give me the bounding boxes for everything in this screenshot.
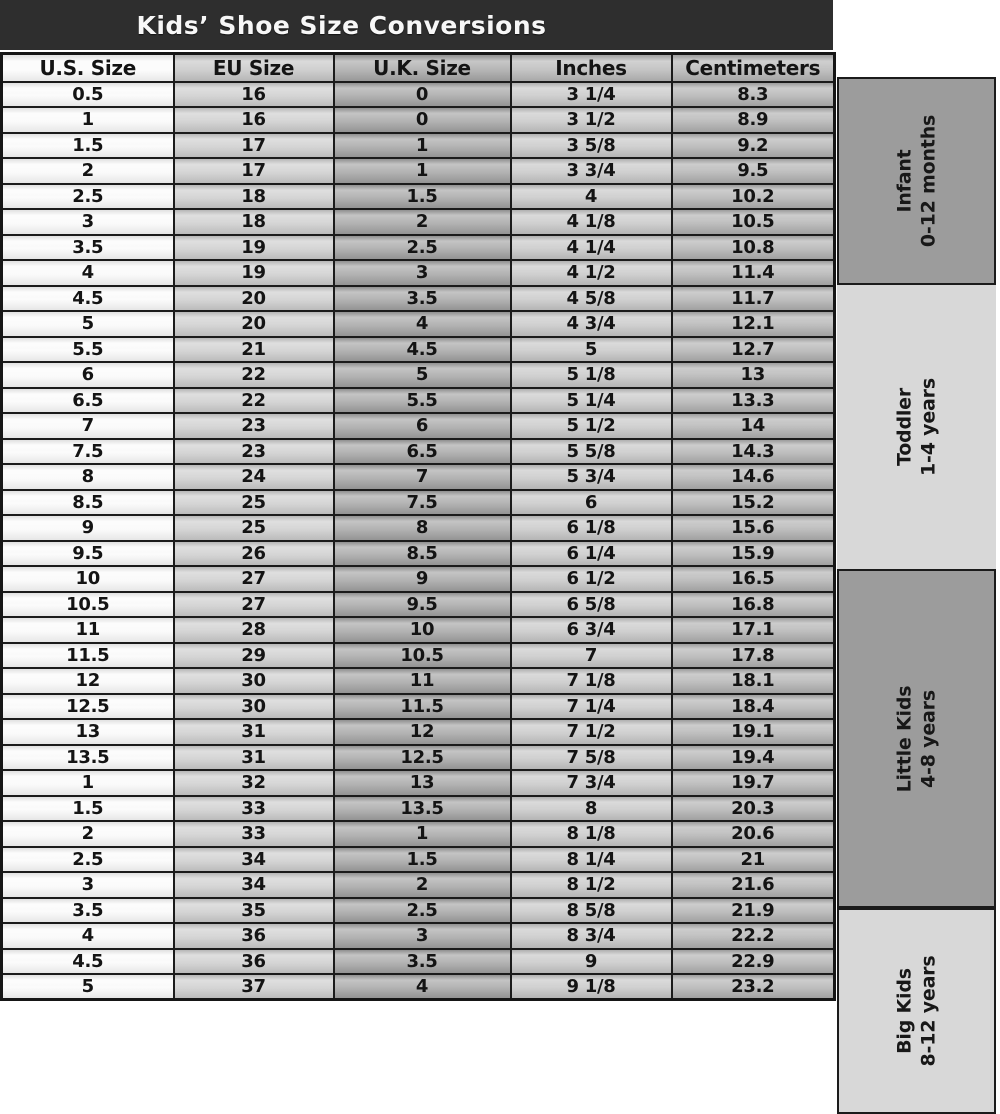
cell-centimeters: 10.5 xyxy=(672,209,835,235)
cell-uk-size: 1.5 xyxy=(334,184,511,210)
cell-eu-size: 33 xyxy=(174,821,334,847)
cell-inches: 6 xyxy=(511,490,672,516)
table-row xyxy=(2,362,835,388)
cell-inches: 6 5/8 xyxy=(511,592,672,618)
cell-us-size: 1 xyxy=(2,107,174,133)
cell-uk-size: 4 xyxy=(334,311,511,337)
table-row xyxy=(2,286,835,312)
cell-centimeters: 15.9 xyxy=(672,541,835,567)
cell-uk-size: 5.5 xyxy=(334,388,511,414)
table-row xyxy=(2,643,835,669)
cell-uk-size: 2 xyxy=(334,872,511,898)
cell-uk-size: 0 xyxy=(334,82,511,108)
cell-us-size: 2 xyxy=(2,158,174,184)
table-row xyxy=(2,388,835,414)
age-group-toddler-label xyxy=(893,378,941,476)
table-row xyxy=(2,413,835,439)
table-row xyxy=(2,235,835,261)
cell-centimeters: 22.9 xyxy=(672,949,835,975)
cell-uk-size: 7 xyxy=(334,464,511,490)
cell-centimeters: 21.6 xyxy=(672,872,835,898)
cell-centimeters: 8.9 xyxy=(672,107,835,133)
table-row xyxy=(2,107,835,133)
cell-uk-size: 5 xyxy=(334,362,511,388)
cell-inches: 4 1/2 xyxy=(511,260,672,286)
table-row xyxy=(2,821,835,847)
table-row xyxy=(2,617,835,643)
cell-us-size: 3.5 xyxy=(2,898,174,924)
cell-uk-size: 1 xyxy=(334,158,511,184)
cell-eu-size: 19 xyxy=(174,235,334,261)
table-row xyxy=(2,949,835,975)
cell-inches: 7 xyxy=(511,643,672,669)
age-group-toddler xyxy=(837,285,996,569)
cell-centimeters: 20.6 xyxy=(672,821,835,847)
cell-eu-size: 32 xyxy=(174,770,334,796)
cell-eu-size: 31 xyxy=(174,745,334,771)
cell-inches: 9 1/8 xyxy=(511,974,672,1000)
cell-inches: 9 xyxy=(511,949,672,975)
cell-us-size: 4 xyxy=(2,923,174,949)
age-group-little-kids xyxy=(837,569,996,908)
cell-inches: 7 1/2 xyxy=(511,719,672,745)
cell-us-size: 10 xyxy=(2,566,174,592)
cell-uk-size: 6 xyxy=(334,413,511,439)
cell-uk-size: 11 xyxy=(334,668,511,694)
cell-inches: 6 1/4 xyxy=(511,541,672,567)
header-row xyxy=(2,54,835,82)
cell-eu-size: 19 xyxy=(174,260,334,286)
cell-centimeters: 9.5 xyxy=(672,158,835,184)
cell-us-size: 4.5 xyxy=(2,949,174,975)
cell-centimeters: 22.2 xyxy=(672,923,835,949)
cell-us-size: 1 xyxy=(2,770,174,796)
cell-eu-size: 36 xyxy=(174,923,334,949)
cell-centimeters: 9.2 xyxy=(672,133,835,159)
cell-inches: 4 5/8 xyxy=(511,286,672,312)
age-group-name: Infant xyxy=(892,149,915,213)
cell-eu-size: 27 xyxy=(174,566,334,592)
age-group-big-kids xyxy=(837,908,996,1114)
cell-uk-size: 2.5 xyxy=(334,235,511,261)
table-body xyxy=(2,82,835,1000)
cell-uk-size: 3 xyxy=(334,923,511,949)
cell-uk-size: 13.5 xyxy=(334,796,511,822)
cell-inches: 4 1/8 xyxy=(511,209,672,235)
cell-eu-size: 20 xyxy=(174,286,334,312)
cell-centimeters: 15.6 xyxy=(672,515,835,541)
cell-us-size: 9 xyxy=(2,515,174,541)
cell-us-size: 5 xyxy=(2,974,174,1000)
cell-uk-size: 9.5 xyxy=(334,592,511,618)
cell-centimeters: 14 xyxy=(672,413,835,439)
table-row xyxy=(2,439,835,465)
cell-eu-size: 20 xyxy=(174,311,334,337)
cell-eu-size: 23 xyxy=(174,413,334,439)
column-header-uk-size: U.K. Size xyxy=(334,54,511,82)
cell-eu-size: 28 xyxy=(174,617,334,643)
cell-us-size: 4 xyxy=(2,260,174,286)
cell-eu-size: 29 xyxy=(174,643,334,669)
cell-eu-size: 21 xyxy=(174,337,334,363)
cell-uk-size: 8.5 xyxy=(334,541,511,567)
cell-centimeters: 19.7 xyxy=(672,770,835,796)
cell-uk-size: 2 xyxy=(334,209,511,235)
column-header-us-size: U.S. Size xyxy=(2,54,174,82)
cell-centimeters: 21.9 xyxy=(672,898,835,924)
cell-inches: 5 3/4 xyxy=(511,464,672,490)
table-row xyxy=(2,464,835,490)
table-row xyxy=(2,592,835,618)
cell-eu-size: 25 xyxy=(174,515,334,541)
cell-us-size: 2.5 xyxy=(2,847,174,873)
title-bar xyxy=(0,0,833,50)
age-group-big-kids-label xyxy=(893,956,941,1067)
age-group-range: 0-12 months xyxy=(916,114,939,248)
cell-us-size: 12.5 xyxy=(2,694,174,720)
column-header-eu-size: EU Size xyxy=(174,54,334,82)
cell-inches: 8 5/8 xyxy=(511,898,672,924)
cell-eu-size: 31 xyxy=(174,719,334,745)
cell-eu-size: 34 xyxy=(174,872,334,898)
cell-eu-size: 35 xyxy=(174,898,334,924)
cell-uk-size: 3.5 xyxy=(334,949,511,975)
cell-inches: 4 1/4 xyxy=(511,235,672,261)
cell-us-size: 6.5 xyxy=(2,388,174,414)
cell-uk-size: 2.5 xyxy=(334,898,511,924)
table-row xyxy=(2,209,835,235)
cell-inches: 6 1/2 xyxy=(511,566,672,592)
cell-eu-size: 27 xyxy=(174,592,334,618)
age-group-range: 8-12 years xyxy=(916,955,939,1067)
cell-uk-size: 8 xyxy=(334,515,511,541)
age-group-range: 1-4 years xyxy=(916,378,939,476)
table-row xyxy=(2,490,835,516)
cell-us-size: 3 xyxy=(2,872,174,898)
cell-us-size: 8 xyxy=(2,464,174,490)
cell-us-size: 3.5 xyxy=(2,235,174,261)
cell-inches: 7 1/4 xyxy=(511,694,672,720)
cell-inches: 5 1/4 xyxy=(511,388,672,414)
cell-eu-size: 22 xyxy=(174,362,334,388)
cell-eu-size: 34 xyxy=(174,847,334,873)
cell-us-size: 0.5 xyxy=(2,82,174,108)
cell-us-size: 1.5 xyxy=(2,133,174,159)
cell-centimeters: 21 xyxy=(672,847,835,873)
cell-eu-size: 23 xyxy=(174,439,334,465)
cell-us-size: 10.5 xyxy=(2,592,174,618)
cell-inches: 5 xyxy=(511,337,672,363)
cell-eu-size: 18 xyxy=(174,209,334,235)
cell-uk-size: 11.5 xyxy=(334,694,511,720)
column-header-centimeters: Centimeters xyxy=(672,54,835,82)
cell-eu-size: 16 xyxy=(174,82,334,108)
cell-centimeters: 17.1 xyxy=(672,617,835,643)
cell-uk-size: 1.5 xyxy=(334,847,511,873)
table-row xyxy=(2,872,835,898)
cell-centimeters: 11.7 xyxy=(672,286,835,312)
cell-eu-size: 17 xyxy=(174,133,334,159)
cell-uk-size: 9 xyxy=(334,566,511,592)
cell-eu-size: 26 xyxy=(174,541,334,567)
cell-us-size: 5 xyxy=(2,311,174,337)
cell-centimeters: 11.4 xyxy=(672,260,835,286)
cell-uk-size: 12 xyxy=(334,719,511,745)
table-row xyxy=(2,311,835,337)
cell-centimeters: 18.4 xyxy=(672,694,835,720)
cell-centimeters: 13 xyxy=(672,362,835,388)
cell-centimeters: 15.2 xyxy=(672,490,835,516)
cell-centimeters: 12.7 xyxy=(672,337,835,363)
table-row xyxy=(2,158,835,184)
table-row xyxy=(2,719,835,745)
cell-eu-size: 17 xyxy=(174,158,334,184)
cell-inches: 3 3/4 xyxy=(511,158,672,184)
cell-inches: 8 xyxy=(511,796,672,822)
table-row xyxy=(2,745,835,771)
table-row xyxy=(2,133,835,159)
cell-centimeters: 10.2 xyxy=(672,184,835,210)
cell-us-size: 13 xyxy=(2,719,174,745)
cell-eu-size: 37 xyxy=(174,974,334,1000)
age-group-name: Big Kids xyxy=(892,968,915,1054)
table-row xyxy=(2,566,835,592)
age-group-name: Little Kids xyxy=(892,685,915,792)
cell-inches: 8 3/4 xyxy=(511,923,672,949)
cell-us-size: 1.5 xyxy=(2,796,174,822)
cell-eu-size: 22 xyxy=(174,388,334,414)
table-row xyxy=(2,541,835,567)
table-row xyxy=(2,668,835,694)
cell-centimeters: 18.1 xyxy=(672,668,835,694)
cell-centimeters: 12.1 xyxy=(672,311,835,337)
cell-us-size: 4.5 xyxy=(2,286,174,312)
table-row xyxy=(2,515,835,541)
cell-us-size: 7 xyxy=(2,413,174,439)
cell-centimeters: 16.5 xyxy=(672,566,835,592)
table-row xyxy=(2,184,835,210)
cell-us-size: 8.5 xyxy=(2,490,174,516)
table-row xyxy=(2,898,835,924)
cell-centimeters: 19.1 xyxy=(672,719,835,745)
cell-us-size: 2 xyxy=(2,821,174,847)
table-row xyxy=(2,847,835,873)
cell-uk-size: 4.5 xyxy=(334,337,511,363)
table-row xyxy=(2,923,835,949)
table-row xyxy=(2,82,835,108)
cell-eu-size: 36 xyxy=(174,949,334,975)
table-row xyxy=(2,796,835,822)
cell-inches: 3 5/8 xyxy=(511,133,672,159)
table-row xyxy=(2,694,835,720)
cell-us-size: 7.5 xyxy=(2,439,174,465)
cell-inches: 8 1/2 xyxy=(511,872,672,898)
cell-us-size: 2.5 xyxy=(2,184,174,210)
cell-inches: 8 1/4 xyxy=(511,847,672,873)
cell-us-size: 12 xyxy=(2,668,174,694)
cell-uk-size: 3.5 xyxy=(334,286,511,312)
cell-inches: 4 xyxy=(511,184,672,210)
cell-inches: 5 1/8 xyxy=(511,362,672,388)
cell-inches: 8 1/8 xyxy=(511,821,672,847)
cell-inches: 3 1/4 xyxy=(511,82,672,108)
cell-uk-size: 3 xyxy=(334,260,511,286)
cell-us-size: 13.5 xyxy=(2,745,174,771)
cell-inches: 5 5/8 xyxy=(511,439,672,465)
cell-uk-size: 7.5 xyxy=(334,490,511,516)
cell-inches: 7 1/8 xyxy=(511,668,672,694)
cell-eu-size: 18 xyxy=(174,184,334,210)
cell-us-size: 11 xyxy=(2,617,174,643)
cell-uk-size: 10 xyxy=(334,617,511,643)
table-header xyxy=(2,54,835,82)
table-row xyxy=(2,770,835,796)
cell-centimeters: 14.3 xyxy=(672,439,835,465)
cell-centimeters: 14.6 xyxy=(672,464,835,490)
cell-eu-size: 24 xyxy=(174,464,334,490)
page-title: Kids’ Shoe Size Conversions xyxy=(136,10,547,40)
table-row xyxy=(2,260,835,286)
cell-centimeters: 23.2 xyxy=(672,974,835,1000)
cell-us-size: 5.5 xyxy=(2,337,174,363)
column-header-inches: Inches xyxy=(511,54,672,82)
age-group-infant xyxy=(837,77,996,285)
cell-eu-size: 25 xyxy=(174,490,334,516)
table-row xyxy=(2,974,835,1000)
age-group-range: 4-8 years xyxy=(916,689,939,788)
conversion-table xyxy=(0,52,836,1001)
cell-uk-size: 0 xyxy=(334,107,511,133)
cell-inches: 7 3/4 xyxy=(511,770,672,796)
age-group-little-kids-label xyxy=(893,685,941,792)
cell-centimeters: 10.8 xyxy=(672,235,835,261)
cell-centimeters: 16.8 xyxy=(672,592,835,618)
cell-uk-size: 4 xyxy=(334,974,511,1000)
cell-inches: 4 3/4 xyxy=(511,311,672,337)
cell-uk-size: 1 xyxy=(334,821,511,847)
cell-eu-size: 33 xyxy=(174,796,334,822)
cell-centimeters: 20.3 xyxy=(672,796,835,822)
cell-inches: 3 1/2 xyxy=(511,107,672,133)
cell-uk-size: 13 xyxy=(334,770,511,796)
cell-us-size: 6 xyxy=(2,362,174,388)
age-group-infant-label xyxy=(893,115,941,247)
cell-us-size: 9.5 xyxy=(2,541,174,567)
cell-uk-size: 10.5 xyxy=(334,643,511,669)
cell-eu-size: 16 xyxy=(174,107,334,133)
cell-centimeters: 17.8 xyxy=(672,643,835,669)
cell-uk-size: 12.5 xyxy=(334,745,511,771)
cell-eu-size: 30 xyxy=(174,694,334,720)
cell-uk-size: 1 xyxy=(334,133,511,159)
cell-centimeters: 8.3 xyxy=(672,82,835,108)
cell-inches: 6 1/8 xyxy=(511,515,672,541)
cell-us-size: 3 xyxy=(2,209,174,235)
cell-us-size: 11.5 xyxy=(2,643,174,669)
cell-eu-size: 30 xyxy=(174,668,334,694)
cell-centimeters: 19.4 xyxy=(672,745,835,771)
cell-centimeters: 13.3 xyxy=(672,388,835,414)
cell-inches: 5 1/2 xyxy=(511,413,672,439)
cell-inches: 6 3/4 xyxy=(511,617,672,643)
cell-inches: 7 5/8 xyxy=(511,745,672,771)
age-group-name: Toddler xyxy=(892,387,915,467)
table-row xyxy=(2,337,835,363)
cell-uk-size: 6.5 xyxy=(334,439,511,465)
